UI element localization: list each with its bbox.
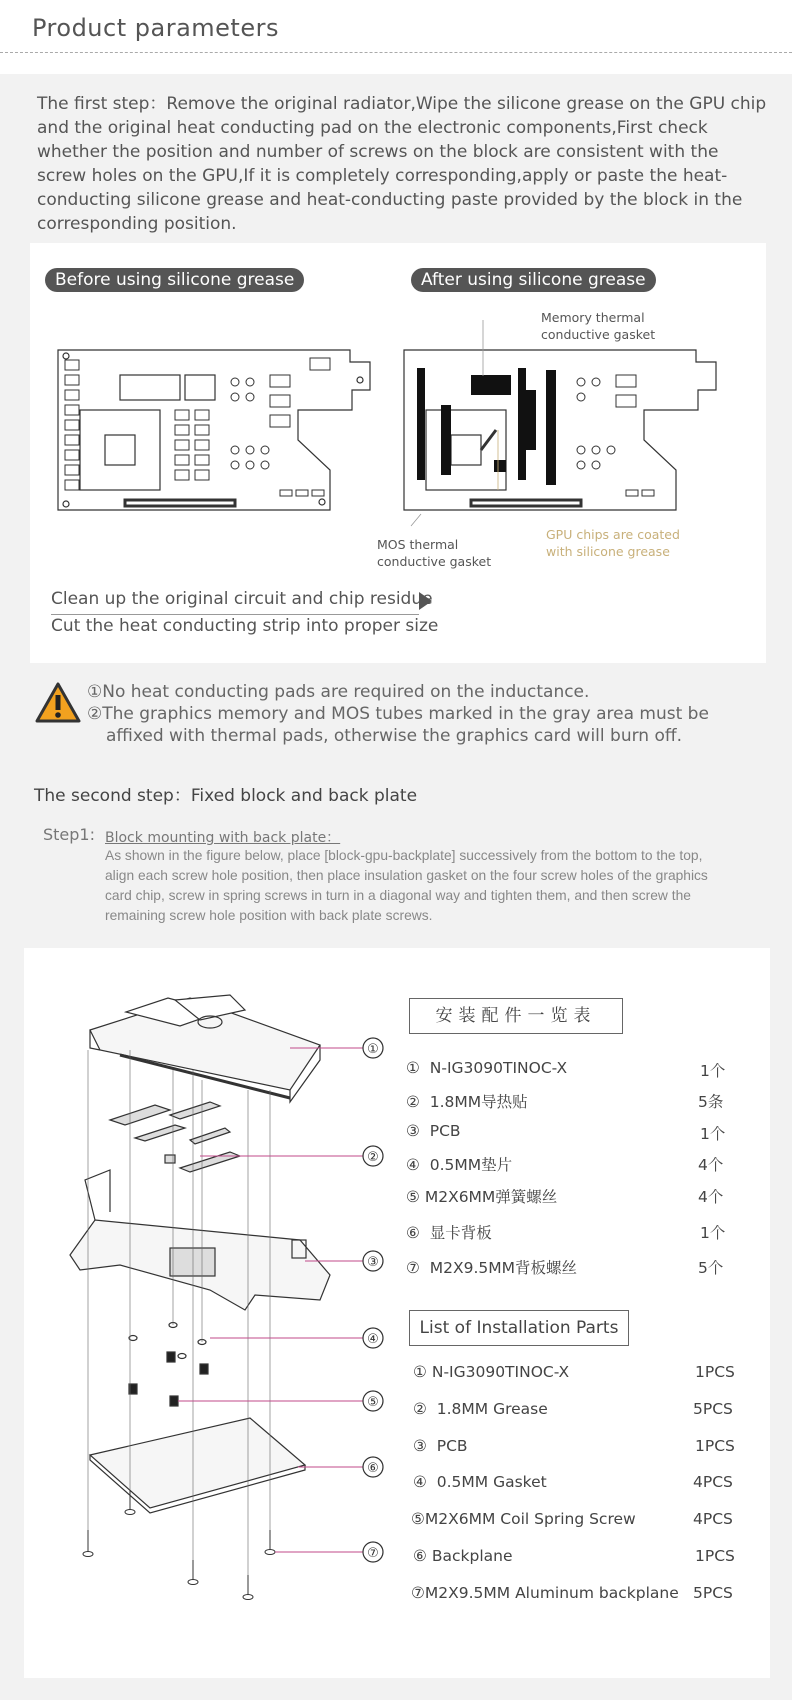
- list-item: ① N-IG3090TINOC-X: [413, 1363, 570, 1381]
- exploded-assembly-diagram: [60, 990, 400, 1610]
- list-item-qty: 1PCS: [695, 1437, 735, 1455]
- list-item: ⑦M2X9.5MM Aluminum backplane: [411, 1584, 679, 1602]
- list-item: ⑦ M2X9.5MM背板螺丝: [406, 1259, 578, 1277]
- diagram-label-7: ⑦: [367, 1546, 379, 1561]
- warning-line-3: affixed with thermal pads, otherwise the graphics card will burn off.: [106, 726, 682, 746]
- note-divider: [51, 614, 419, 615]
- diagram-label-1: ①: [367, 1042, 379, 1057]
- list-item-qty: 5PCS: [693, 1400, 733, 1418]
- list-item-qty: 1个: [700, 1224, 726, 1242]
- list-item: ⑤M2X6MM Coil Spring Screw: [411, 1510, 636, 1528]
- memory-gasket-callout-line2: conductive gasket: [541, 327, 656, 342]
- page-title: Product parameters: [32, 14, 279, 42]
- list-item: ④ 0.5MM Gasket: [413, 1473, 547, 1491]
- diagram-label-2: ②: [367, 1150, 379, 1165]
- gpu-grease-callout-line2: with silicone grease: [546, 544, 670, 559]
- gpu-grease-callout-line1: GPU chips are coated: [546, 527, 680, 542]
- before-label: Before using silicone grease: [45, 268, 304, 292]
- list-item-qty: 5PCS: [693, 1584, 733, 1602]
- step1-instructions: As shown in the figure below, place [block-gpu-backplate] successively from the bottom to the top, align each screw hole position, then place insulation gasket on the four screw holes of the graphics card chip, screw in spring screws in turn in a diagonal way and tighten them, and then screw the remaining screw hole position with back plate screws.: [105, 848, 708, 923]
- second-step-title: The second step：Fixed block and back plate: [34, 786, 418, 806]
- warning-triangle-icon: [34, 681, 82, 725]
- first-step-paragraph: The first step：Remove the original radiator,Wipe the silicone grease on the GPU chip and the original heat conducting pad on the electronic components,First check whether the position and number of screws on the block are consistent with the screw holes on the GPU,If it is completely corresponding,apply or paste the heat-conducting silicone grease and heat-conducting paste provided by the block in the corresponding position.: [37, 94, 767, 234]
- list-item: ⑥ Backplane: [413, 1547, 513, 1565]
- diagram-label-6: ⑥: [367, 1461, 379, 1476]
- after-label: After using silicone grease: [411, 268, 656, 292]
- mos-gasket-callout-line1: MOS thermal: [377, 537, 459, 552]
- mos-gasket-callout: [377, 536, 491, 570]
- water-block-drawing: [90, 995, 320, 1102]
- list-item: ③ PCB: [406, 1122, 461, 1140]
- pcb-after-drawing: [404, 320, 716, 526]
- list-item: ⑤ M2X6MM弹簧螺丝: [406, 1188, 558, 1206]
- header-divider: [0, 52, 792, 53]
- thermal-pads-drawing: [110, 1102, 240, 1172]
- warning-line-2: ②The graphics memory and MOS tubes marked in the gray area must be: [87, 704, 709, 724]
- list-item: ② 1.8MM Grease: [413, 1400, 548, 1418]
- list-item-qty: 4个: [698, 1188, 724, 1206]
- list-item-qty: 1PCS: [695, 1363, 735, 1381]
- list-item-qty: 4PCS: [693, 1473, 733, 1491]
- backplate-drawing: [90, 1418, 305, 1513]
- step1-heading: Block mounting with back plate：: [105, 830, 341, 846]
- memory-gasket-callout-line1: Memory thermal: [541, 310, 645, 325]
- list-item-qty: 1个: [700, 1125, 726, 1143]
- pcb-before-drawing: [58, 350, 370, 510]
- diagram-label-3: ③: [367, 1255, 379, 1270]
- diagram-label-4: ④: [367, 1332, 379, 1347]
- gpu-grease-callout: [546, 526, 680, 560]
- list-item: ② 1.8MM导热贴: [406, 1093, 528, 1111]
- list-item: ⑥ 显卡背板: [406, 1224, 492, 1242]
- note-cut-strip: Cut the heat conducting strip into proper size: [51, 616, 439, 636]
- parts-list-en-title: List of Installation Parts: [409, 1310, 629, 1346]
- list-item-qty: 1PCS: [695, 1547, 735, 1565]
- diagram-label-5: ⑤: [367, 1395, 379, 1410]
- arrow-right-icon: [419, 592, 432, 610]
- memory-gasket-callout: [541, 309, 655, 343]
- list-item-qty: 5条: [698, 1093, 724, 1111]
- list-item-qty: 4个: [698, 1156, 724, 1174]
- list-item: ③ PCB: [413, 1437, 468, 1455]
- backplate-screws-drawing: [83, 1490, 275, 1600]
- step1-label: Step1:: [43, 825, 95, 844]
- parts-list-cn-title: 安装配件一览表: [409, 998, 623, 1034]
- warning-line-1: ①No heat conducting pads are required on the inductance.: [87, 682, 590, 702]
- pcb-drawing: [70, 1170, 330, 1310]
- mos-gasket-callout-line2: conductive gasket: [377, 554, 492, 569]
- list-item: ④ 0.5MM垫片: [406, 1156, 513, 1174]
- list-item-qty: 4PCS: [693, 1510, 733, 1528]
- spring-screws-drawing: [129, 1323, 208, 1407]
- list-item-qty: 5个: [698, 1259, 724, 1277]
- warning-text: [87, 681, 709, 747]
- list-item: ① N-IG3090TINOC-X: [406, 1059, 568, 1077]
- callout-circles: [363, 1038, 383, 1562]
- list-item-qty: 1个: [700, 1062, 726, 1080]
- note-clean-residue: Clean up the original circuit and chip residue: [51, 589, 433, 609]
